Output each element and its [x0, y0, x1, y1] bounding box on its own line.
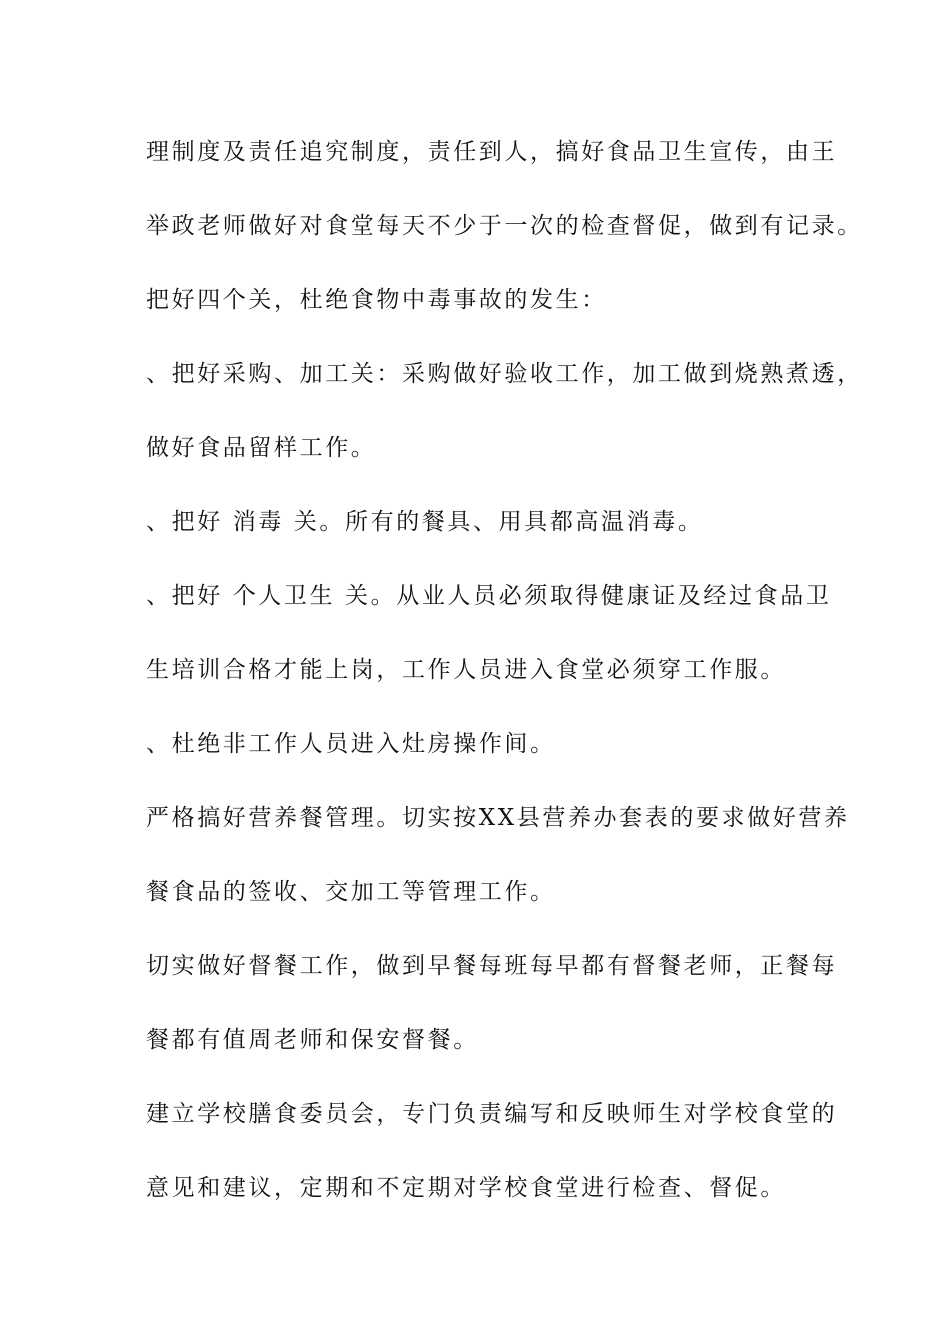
text-line: 把好四个关，杜绝食物中毒事故的发生：: [146, 287, 607, 313]
text-line: 餐食品的签收、交加工等管理工作。: [146, 879, 556, 905]
text-line: 做好食品留样工作。: [146, 435, 377, 461]
text-line: 餐都有值周老师和保安督餐。: [146, 1027, 479, 1053]
text-line: 切实做好督餐工作，做到早餐每班每早都有督餐老师，正餐每: [146, 953, 838, 979]
text-line: 严格搞好营养餐管理。切实按XX县营养办套表的要求做好营养: [146, 805, 850, 831]
text-line: 理制度及责任追究制度，责任到人，搞好食品卫生宣传，由王: [146, 139, 838, 165]
text-line: 建立学校膳食委员会，专门负责编写和反映师生对学校食堂的: [146, 1101, 838, 1127]
text-line: 、杜绝非工作人员进入灶房操作间。: [146, 731, 556, 757]
text-line: 、把好 消毒 关。所有的餐具、用具都高温消毒。: [146, 509, 704, 535]
text-line: 生培训合格才能上岗，工作人员进入食堂必须穿工作服。: [146, 657, 786, 683]
text-line: 举政老师做好对食堂每天不少于一次的检查督促，做到有记录。: [146, 213, 863, 239]
text-line: 意见和建议，定期和不定期对学校食堂进行检查、督促。: [146, 1175, 786, 1201]
text-line: 、把好 个人卫生 关。从业人员必须取得健康证及经过食品卫: [146, 583, 832, 609]
text-line: 、把好采购、加工关：采购做好验收工作，加工做到烧熟煮透，: [146, 361, 863, 387]
